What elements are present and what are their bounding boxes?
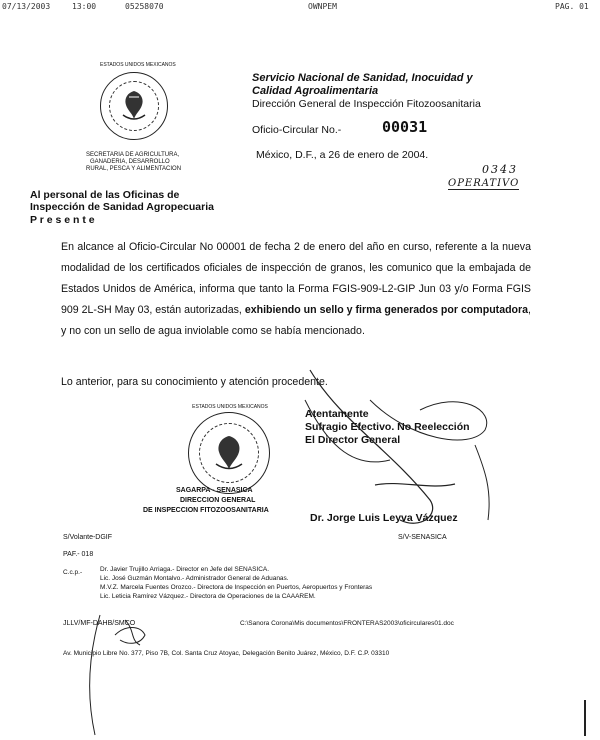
handwritten-word: OPERATIVO: [448, 178, 520, 189]
left-seal-caption-2: GANADERIA, DESARROLLO: [90, 159, 170, 165]
ccp-item: Lic. José Guzmán Montalvo.- Administrador General de Aduanas.: [100, 575, 289, 582]
body-text-2: , y no con un sello de agua inviolable como se había mencionado.: [61, 304, 531, 337]
ref-paf: PAF.- 018: [63, 551, 94, 558]
mexican-seal-icon: [100, 72, 168, 140]
center-seal-caption-2: DIRECCION GENERAL: [180, 497, 256, 504]
body-paragraph: [61, 237, 531, 342]
eagle-icon: [117, 87, 151, 123]
left-seal-caption-1: SECRETARIA DE AGRICULTURA,: [86, 152, 180, 158]
oficio-label: Oficio-Circular No.-: [252, 124, 342, 136]
body-text-bold: exhibiendo un sello y firma generados por computadora: [244, 304, 529, 316]
fax-page: PAG. 01: [555, 2, 589, 11]
signature-line-3: El Director General: [305, 434, 401, 446]
handwritten-initials: [40, 610, 180, 740]
center-seal-ring-text: ESTADOS UNIDOS MEXICANOS: [192, 404, 268, 410]
ccp-item: M.V.Z. Marcela Fuentes Orozco.- Directora de Inspección en Puertos, Aeropuertos y Fronteras: [100, 584, 373, 591]
handwritten-signature: [270, 360, 510, 540]
center-seal-caption-1: SAGARPA - SENASICA: [176, 487, 253, 494]
file-path: C:\Sanora Corona\Mis documentos\FRONTERAS2003\oficirculares01.doc: [240, 620, 454, 627]
handwritten-number: 0343: [482, 163, 518, 176]
agency-line-3: Dirección General de Inspección Fitozoosanitaria: [252, 98, 481, 110]
fax-number: 05258070: [125, 2, 164, 11]
closing-line: Lo anterior, para su conocimiento y atención procedente.: [61, 376, 328, 388]
scan-edge-mark: [584, 700, 586, 736]
initials: JLLV/MF-DAHB/SMCO: [63, 620, 136, 627]
addressee-line-2: Inspección de Sanidad Agropecuaria: [30, 201, 214, 213]
left-seal-ring-text: ESTADOS UNIDOS MEXICANOS: [100, 62, 176, 68]
eagle-icon-center: [209, 431, 249, 473]
fax-time: 13:00: [72, 2, 97, 11]
addressee-line-3: P r e s e n t e: [30, 214, 95, 226]
fax-sender: OWNPEM: [308, 2, 337, 11]
ccp-item: Lic. Leticia Ramírez Vázquez.- Directora de Operaciones de la CAAAREM.: [100, 593, 316, 600]
oficio-number: 00031: [382, 118, 428, 136]
signatory-name: Dr. Jorge Luis Leyva Vázquez: [310, 512, 458, 524]
ref-left: S/Volante-DGIF: [63, 534, 113, 541]
sagarpa-seal-icon: [188, 412, 270, 494]
ref-right: S/V-SENASICA: [398, 534, 447, 541]
body-text-1: En alcance al Oficio-Circular No 00001 de fecha 2 de enero del año en curso, referente a la nueva modalidad de los certificados oficiales de inspección de granos, les comunico que la embajada de Estados Unidos de América, informa que tanto la Forma FGIS-909-L2-GIP Jun 03 y/o Forma FGIS 909 2L-SH May 03, están autorizadas,: [61, 241, 531, 316]
agency-line-2: Calidad Agroalimentaria: [252, 85, 379, 97]
footer-address: Av. Municipio Libre No. 377, Piso 7B, Col. Santa Cruz Atoyac, Delegación Benito Juárez, México, D.F. C.P. 03310: [63, 650, 390, 657]
addressee-line-1: Al personal de las Oficinas de: [30, 189, 180, 201]
fax-date: 07/13/2003: [2, 2, 51, 11]
signature-line-1: Atentamente: [305, 408, 369, 420]
agency-line-1: Servicio Nacional de Sanidad, Inocuidad y: [252, 72, 473, 84]
ccp-label: C.c.p.-: [63, 569, 83, 576]
date-line: México, D.F., a 26 de enero de 2004.: [256, 149, 429, 161]
left-seal-caption-3: RURAL, PESCA Y ALIMENTACION: [86, 166, 182, 172]
signature-line-2: Sufragio Efectivo. No Reelección: [305, 421, 470, 433]
center-seal-caption-3: DE INSPECCION FITOZOOSANITARIA: [143, 507, 269, 514]
ccp-item: Dr. Javier Trujillo Arriaga.- Director en Jefe del SENASICA.: [100, 566, 270, 573]
